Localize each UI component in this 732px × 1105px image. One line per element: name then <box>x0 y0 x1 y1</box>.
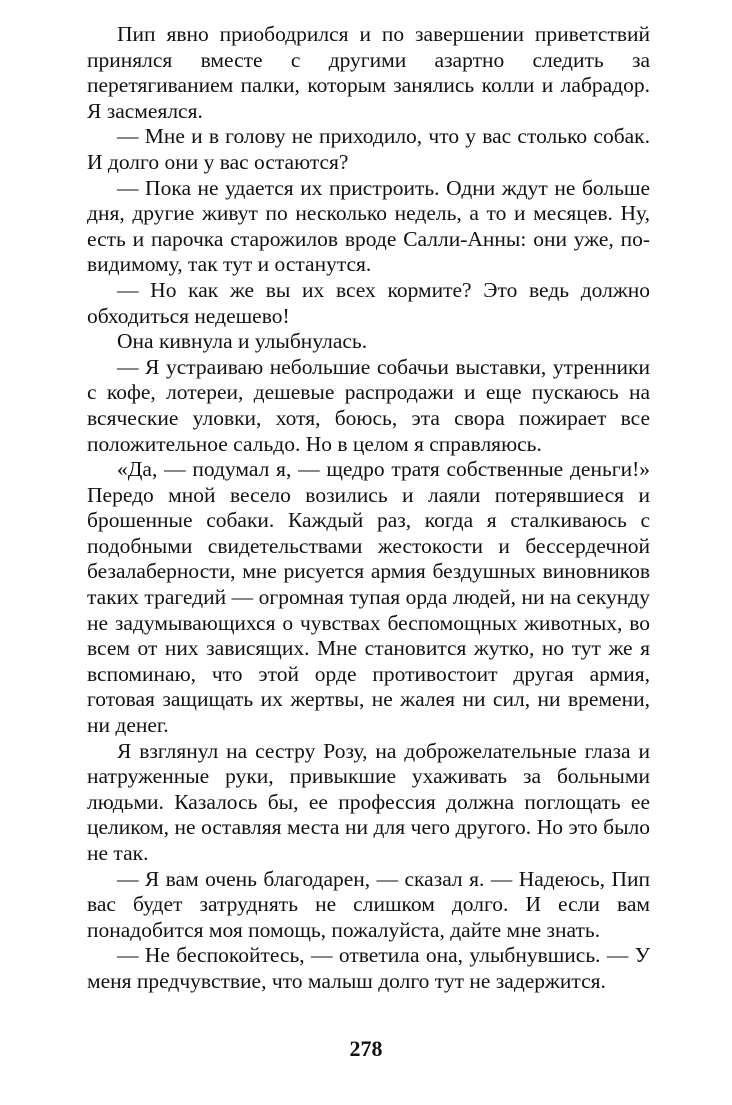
paragraph-5: Она кивнула и улыбнулась. <box>117 329 368 354</box>
paragraph-6: — Я устраиваю небольшие собачьи выставки, утренники с кофе, лотереи, дешевые распродажи и еще пускаюсь на всяческие уловки, хотя, боюсь, эта свора пожирает все положительное сальдо. Но в целом я справляюсь. <box>87 354 650 456</box>
paragraph-9: — Я вам очень благодарен, — сказал я. — Надеюсь, Пип вас будет затруднять не слишком долго. И если вам понадобится моя помощь, пожалуйста, дайте мне знать. <box>87 866 650 942</box>
paragraph-3: — Пока не удается их пристроить. Одни ждут не больше дня, другие живут по несколько недель, а то и месяцев. Ну, есть и парочка старожилов вроде Салли-Анны: они уже, по-видимому, так тут и останутся. <box>87 175 650 277</box>
page-text <box>87 22 650 995</box>
paragraph-4: — Но как же вы их всех кормите? Это ведь должно обходиться недешево! <box>87 277 650 328</box>
paragraph-8: Я взглянул на сестру Розу, на доброжелательные глаза и натруженные руки, привыкшие ухаживать за больными людьми. Казалось бы, ее профессия должна поглощать ее целиком, не оставляя места ни для чего другого. Но это было не так. <box>87 738 650 865</box>
paragraph-1: Пип явно приободрился и по завершении приветствий принялся вместе с другими азартно следить за перетягиванием палки, которым занялись колли и лабрадор. Я засмеялся. <box>87 22 650 123</box>
paragraph-7: «Да, — подумал я, — щедро тратя собственные деньги!» Передо мной весело возились и лаяли потерявшиеся и брошенные собаки. Каждый раз, когда я сталкиваюсь с подобными свидетельствами жестокости и бессердечной безалаберности, мне рисуется армия бездушных виновников таких трагедий — огромная тупая орда людей, ни на секунду не задумывающихся о чувствах беспомощных животных, во всем от них зависящих. Мне становится жутко, но тут же я вспоминаю, что этой орде противостоит другая армия, готовая защищать их жертвы, не жалея ни сил, ни времени, ни денег. <box>87 457 650 738</box>
paragraph-2: — Мне и в голову не приходило, что у вас столько собак. И долго они у вас остаются? <box>87 124 650 174</box>
paragraph-10: — Не беспокойтесь, — ответила она, улыбнувшись. — У меня предчувствие, что малыш долго тут не задержится. <box>87 943 650 993</box>
page-number: 278 <box>349 1036 383 1061</box>
